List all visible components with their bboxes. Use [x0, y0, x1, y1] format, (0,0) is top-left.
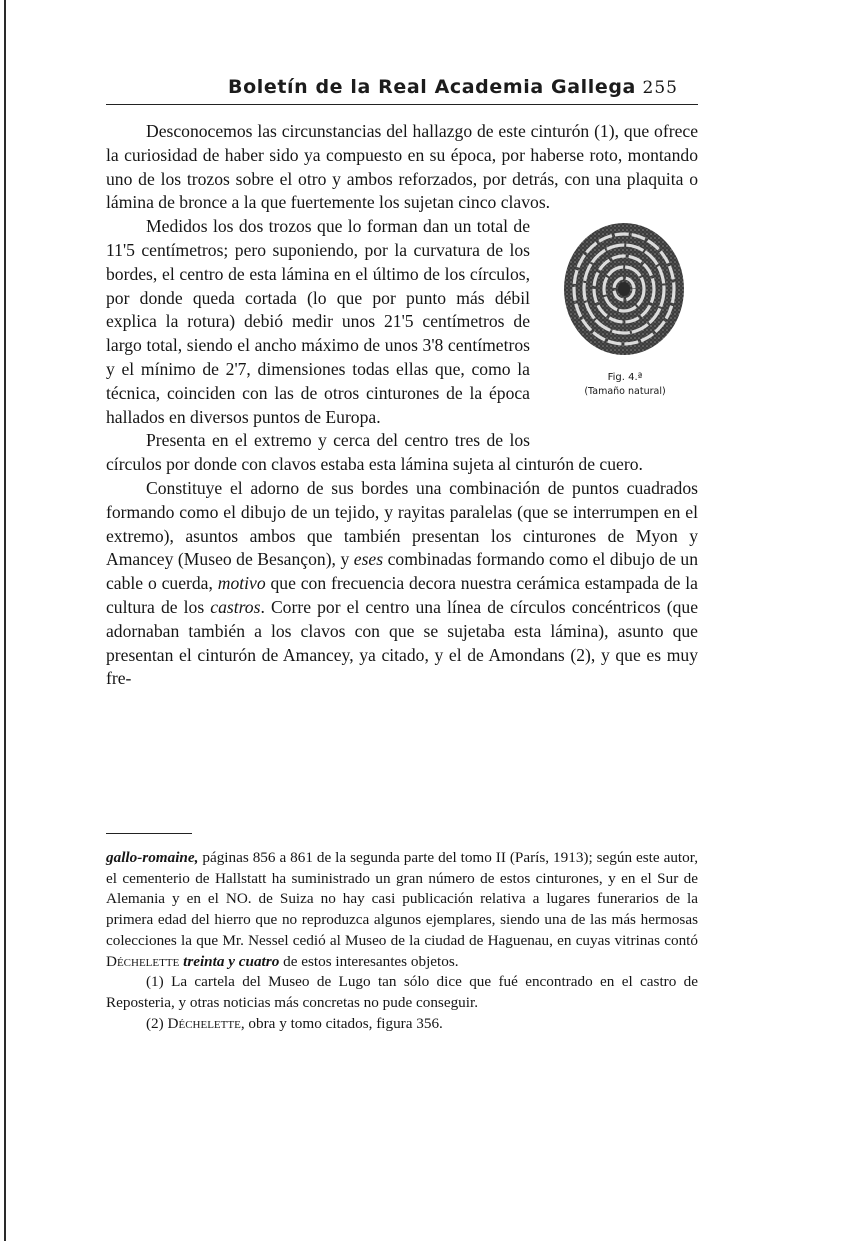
- footnote-2-author: Déchelette: [167, 1014, 241, 1032]
- emph-castros: castros: [210, 596, 261, 617]
- footnote-2-number: (2): [146, 1014, 168, 1032]
- figure-caption: (Tamaño natural): [584, 386, 666, 398]
- emph-eses: eses: [353, 549, 384, 570]
- footnotes: [106, 848, 698, 1034]
- paragraph-2: Medidos los dos trozos que lo forman dan un total de 11'5 centímetros; pero suponiendo, por la curvatura de los bordes, el centro de esta lámina en el último de los círculos, por donde queda cortada (lo que por punto más débil explica la rotura) debió medir unos 21'5 centímetros de largo total, siendo el ancho máximo de unos 3'8 centímetros y el mínimo de 2'7, dimensiones todas ellas que, como la técnica, coinciden con las de otros cinturones de la época hallados en diversos puntos de Europa.: [106, 216, 530, 427]
- concentric-circles-illustration: [562, 221, 686, 357]
- figure-4: [540, 217, 710, 445]
- emph-count: treinta y cuatro: [183, 952, 280, 970]
- book-title: gallo-romaine,: [106, 849, 199, 866]
- figure-label: Fig. 4.ª: [607, 372, 643, 384]
- author-name: Déchelette: [106, 952, 180, 970]
- footnote-continuation-text-a: páginas 856 a 861 de la segunda parte del tomo II (París, 1913); según este autor, el cementerio de Hallstatt ha suministrado un gran número de estos cinturones, y en el Sur de Alemania y en el NO. de Suiza no hay casi publicación relativa a lugares funerarios de la primera edad del hierro que no reproduzca algunos ejemplares, siendo una de las más hermosas colecciones la que Mr. Nessel cedió al Museo de la ciudad de Haguenau, en cuyas vitrinas contó: [106, 849, 698, 949]
- paragraph-4-text-c: que con frecuencia decora nuestra cerámica estampada de la cultura de los: [106, 573, 698, 617]
- footnote-2: [106, 1014, 698, 1035]
- emph-motivo: motivo: [217, 573, 266, 594]
- footnote-1: (1) La cartela del Museo de Lugo tan sólo dice que fué encontrado en el castro de Reposteria, y otras noticias más concretas no pude conseguir.: [106, 973, 698, 1011]
- disc-center: [618, 282, 630, 296]
- paragraph-4-text-a: Constituye el adorno de sus bordes una combinación de puntos cuadrados formando como el dibujo de un tejido, y rayitas paralelas (que se interrumpen en el extremo), asuntos ambos que también presentan los cinturones de Myon y Amancey (Museo de Besançon), y: [106, 477, 698, 570]
- paragraph-1: Desconocemos las circunstancias del hallazgo de este cinturón (1), que ofrece la curiosidad de haber sido ya compuesto en su época, por haberse roto, montando uno de los trozos sobre el otro y ambos reforzados, por detrás, con una plaquita o lámina de bronce a la que fuertemente los sujetan cinco clavos.: [106, 121, 698, 213]
- paragraph-4-text-b: combinadas formando como el dibujo de un cable o cuerda,: [106, 549, 699, 594]
- paragraph-4-text-d: . Corre por el centro una línea de círculos concéntricos (que adornaban también a los clavos con que se sujetaba esta lámina), asunto que presentan el cinturón de Amancey, ya citado, y el de Amondans (2), y que es muy fre-: [106, 596, 698, 689]
- footnote-continuation-text-b: de estos interesantes objetos.: [279, 952, 459, 970]
- paragraph-3: Presenta en el extremo y cerca del centro tres de los círculos por donde con clavos estaba esta lámina sujeta al cinturón de cuero.: [106, 430, 643, 475]
- footnote-rule: [106, 833, 192, 834]
- page-header: [106, 74, 698, 105]
- page-number: 255: [642, 78, 678, 98]
- footnote-2-text: , obra y tomo citados, figura 356.: [240, 1014, 443, 1032]
- scan-edge-line: [4, 0, 6, 1241]
- footnote-continuation: [106, 848, 698, 972]
- paragraph-4: [106, 477, 698, 691]
- running-title: Boletín de la Real Academia Gallega: [228, 76, 636, 98]
- main-text: [106, 120, 698, 691]
